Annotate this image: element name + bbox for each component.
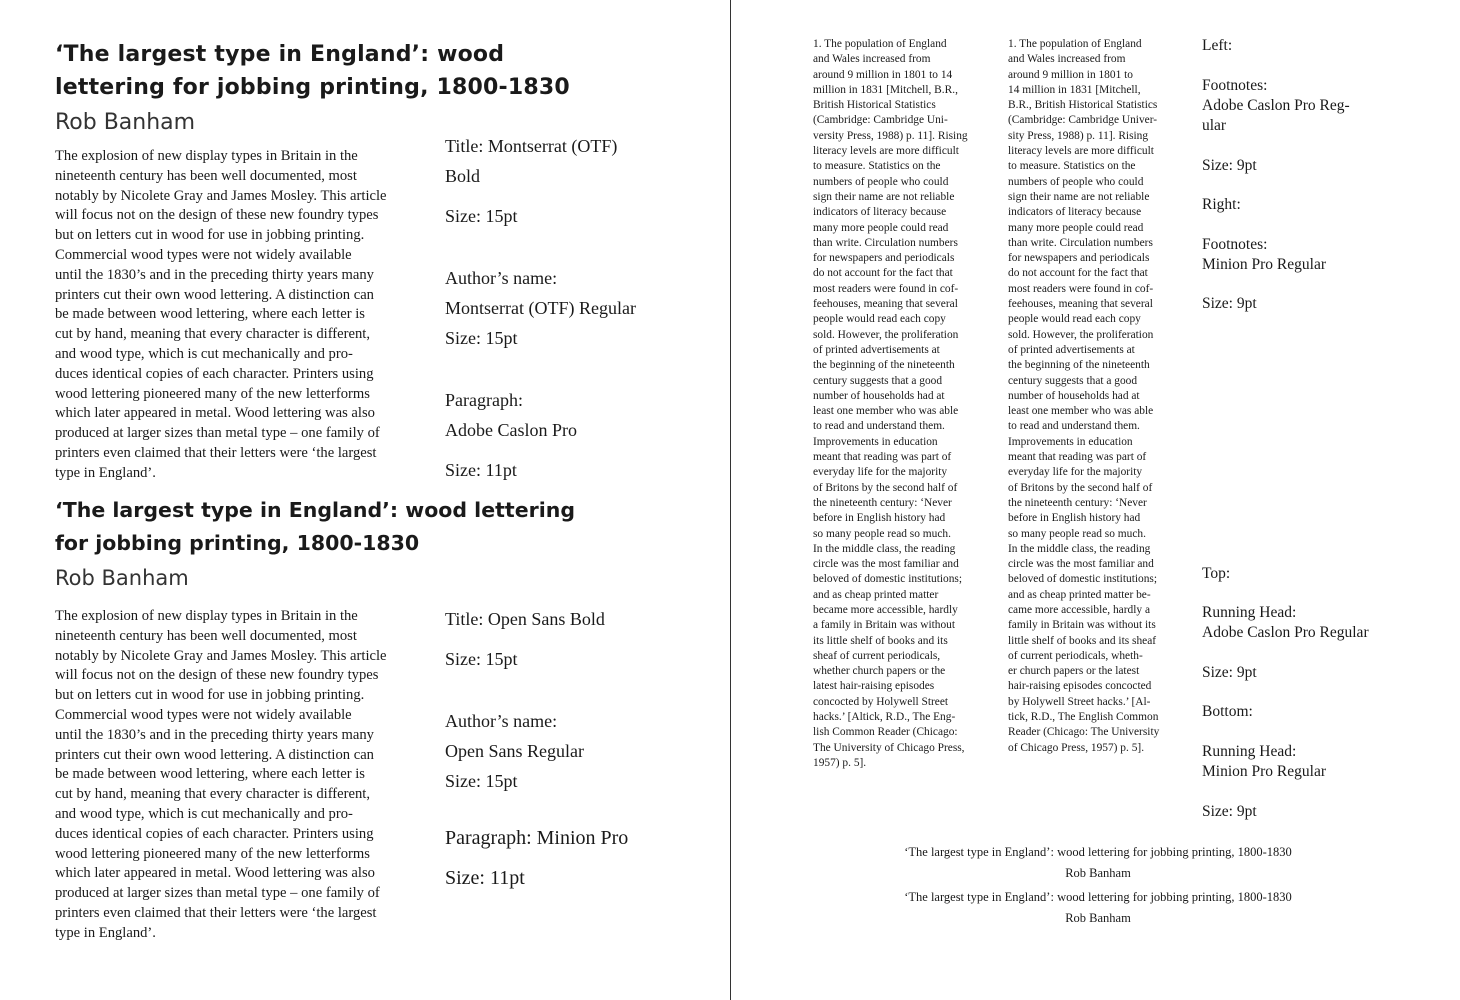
sample1-spec-title-size: Size: 15pt <box>445 206 518 226</box>
sample2-spec-title-size: Size: 15pt <box>445 649 518 669</box>
spec-running-head-font-2: Minion Pro Regular <box>1202 763 1326 780</box>
spec-footnotes-label-1: Footnotes: <box>1202 77 1268 94</box>
spec-footnotes-font-2: Minion Pro Regular <box>1202 256 1326 273</box>
spec-running-head-label-2: Running Head: <box>1202 743 1297 760</box>
sample1-author: Rob Banham <box>55 110 196 135</box>
running-head-author-1: Rob Banham <box>1065 866 1131 880</box>
running-head-title-1: ‘The largest type in England’: wood lettering for jobbing printing, 1800-1830 <box>904 845 1292 859</box>
spec-top-label: Top: <box>1202 565 1231 582</box>
running-head-author-2: Rob Banham <box>1065 911 1131 925</box>
spec-footnotes-label-2: Footnotes: <box>1202 236 1268 253</box>
sample1-spec-title-label: Title: Montserrat (OTF) <box>445 136 618 156</box>
sample2-spec-title-label: Title: Open Sans Bold <box>445 609 605 629</box>
page-divider <box>730 0 731 1000</box>
spec-running-head-label-1: Running Head: <box>1202 604 1297 621</box>
spec-right-label: Right: <box>1202 196 1241 213</box>
sample1-spec-author-font: Montserrat (OTF) Regular <box>445 298 636 318</box>
spec-running-head-size-2: Size: 9pt <box>1202 803 1257 820</box>
sample1-spec-author-label: Author’s name: <box>445 268 558 288</box>
footnote-minion: 1. The population of England and Wales increased from around 9 million in 1801 to 14 million in 1831 [Mitchell, B.R., British Historical Statistics (Cambridge: Cambridge Univer- sity Press, 1988) p. 11]. Rising literacy levels are more difficult to measure. Statistics on the numbers of people who could sign their name are not reliable indicators of literacy because many more people could read than write. Circulation numbers for newspapers and periodicals do not account for the fact that most readers were found in cof- feehouses, meaning that several people would read each copy sold. However, the proliferation of printed advertisements at the beginning of the nineteenth century suggests that a good number of households had at least one member who was able to read and understand them. Improvements in education meant that reading was part of everyday life for the majority of Britons by the second half of the nineteenth century: ‘Never before in English history had so many people read so much. In the middle class, the reading circle was the most familiar and beloved of domestic institutions; and as cheap printed matter be- came more accessible, hardly a family in Britain was without its little shelf of books and its sheaf of current periodicals, wheth- er church papers or the latest hair-raising episodes concocted by Holywell Street hacks.’ [Al- tick, R.D., The English Common Reader (Chicago: The University of Chicago Press, 1957) p. 5]. <box>1008 38 1160 754</box>
footnote-caslon: 1. The population of England and Wales increased from around 9 million in 1801 to 14 million in 1831 [Mitchell, B.R., British Historical Statistics (Cambridge: Cambridge Uni- versity Press, 1988) p. 11]. Rising literacy levels are more difficult to measure. Statistics on the numbers of people who could sign their name are not reliable indicators of literacy because many more people could read than write. Circulation numbers for newspapers and periodicals do not account for the fact that most readers were found in cof- feehouses, meaning that several people would read each copy sold. However, the proliferation of printed advertisements at the beginning of the nineteenth century suggests that a good number of households had at least one member who was able to read and understand them. Improvements in education meant that reading was part of everyday life for the majority of Britons by the second half of the nineteenth century: ‘Never before in English history had so many people read so much. In the middle class, the reading circle was the most familiar and beloved of domestic institutions; and as cheap printed matter became more accessible, hardly a family in Britain was without its little shelf of books and its sheaf of current periodicals, whether church papers or the latest hair-raising episodes concocted by Holywell Street hacks.’ [Altick, R.D., The Eng- lish Common Reader (Chicago: The University of Chicago Press, 1957) p. 5]. <box>813 38 968 769</box>
sample2-author: Rob Banham <box>55 566 189 590</box>
spec-footnotes-size-1: Size: 9pt <box>1202 157 1257 174</box>
sample1-title: ‘The largest type in England’: wood lettering for jobbing printing, 1800-1830 <box>55 42 570 100</box>
spec-footnotes-size-2: Size: 9pt <box>1202 295 1257 312</box>
sample2-spec-paragraph-size: Size: 11pt <box>445 867 525 889</box>
sample1-spec-paragraph-size: Size: 11pt <box>445 460 517 480</box>
sample1-spec-paragraph-label: Paragraph: <box>445 390 523 410</box>
sample2-spec-paragraph-label: Paragraph: Minion Pro <box>445 827 629 849</box>
sample1-spec-paragraph-font: Adobe Caslon Pro <box>445 420 577 440</box>
sample2-spec-author-font: Open Sans Regular <box>445 741 584 761</box>
sample1-spec-author-size: Size: 15pt <box>445 328 518 348</box>
running-head-title-2: ‘The largest type in England’: wood lettering for jobbing printing, 1800-1830 <box>904 890 1292 904</box>
sample2-spec-author-size: Size: 15pt <box>445 771 518 791</box>
spec-running-head-font-1: Adobe Caslon Pro Regular <box>1202 624 1369 641</box>
spec-bottom-label: Bottom: <box>1202 703 1253 720</box>
spec-running-head-size-1: Size: 9pt <box>1202 664 1257 681</box>
sample2-paragraph: The explosion of new display types in Britain in the nineteenth century has been well documented, most notably by Nicolete Gray and James Mosley. This article will focus not on the design of these new foundry types but on letters cut in wood for use in jobbing printing. Commercial wood types were not widely available until the 1830’s and in the preceding thirty years many printers cut their own wood lettering. A distinction can be made between wood lettering, where each letter is cut by hand, meaning that every character is different, and wood type, which is cut mechanically and pro- duces identical copies of each character. Printers using wood lettering pioneered many of the new letterforms which later appeared in metal. Wood lettering was also produced at larger sizes than metal type – one family of printers even claimed that their letters were ‘the largest type in England’. <box>55 608 387 941</box>
sample1-spec-title-weight: Bold <box>445 166 481 186</box>
sample1-paragraph: The explosion of new display types in Britain in the nineteenth century has been well documented, most notably by Nicolete Gray and James Mosley. This article will focus not on the design of these new foundry types but on letters cut in wood for use in jobbing printing. Commercial wood types were not widely available until the 1830’s and in the preceding thirty years many printers cut their own wood lettering. A distinction can be made between wood lettering, where each letter is cut by hand, meaning that every character is different, and wood type, which is cut mechanically and pro- duces identical copies of each character. Printers using wood lettering pioneered many of the new letterforms which later appeared in metal. Wood lettering was also produced at larger sizes than metal type – one family of printers even claimed that their letters were ‘the largest type in England’. <box>55 148 387 481</box>
spec-left-label: Left: <box>1202 37 1233 54</box>
sample2-spec-author-label: Author’s name: <box>445 711 558 731</box>
sample2-title: ‘The largest type in England’: wood lettering for jobbing printing, 1800-1830 <box>55 498 576 555</box>
spec-footnotes-font-1: Adobe Caslon Pro Reg- ular <box>1202 97 1350 134</box>
